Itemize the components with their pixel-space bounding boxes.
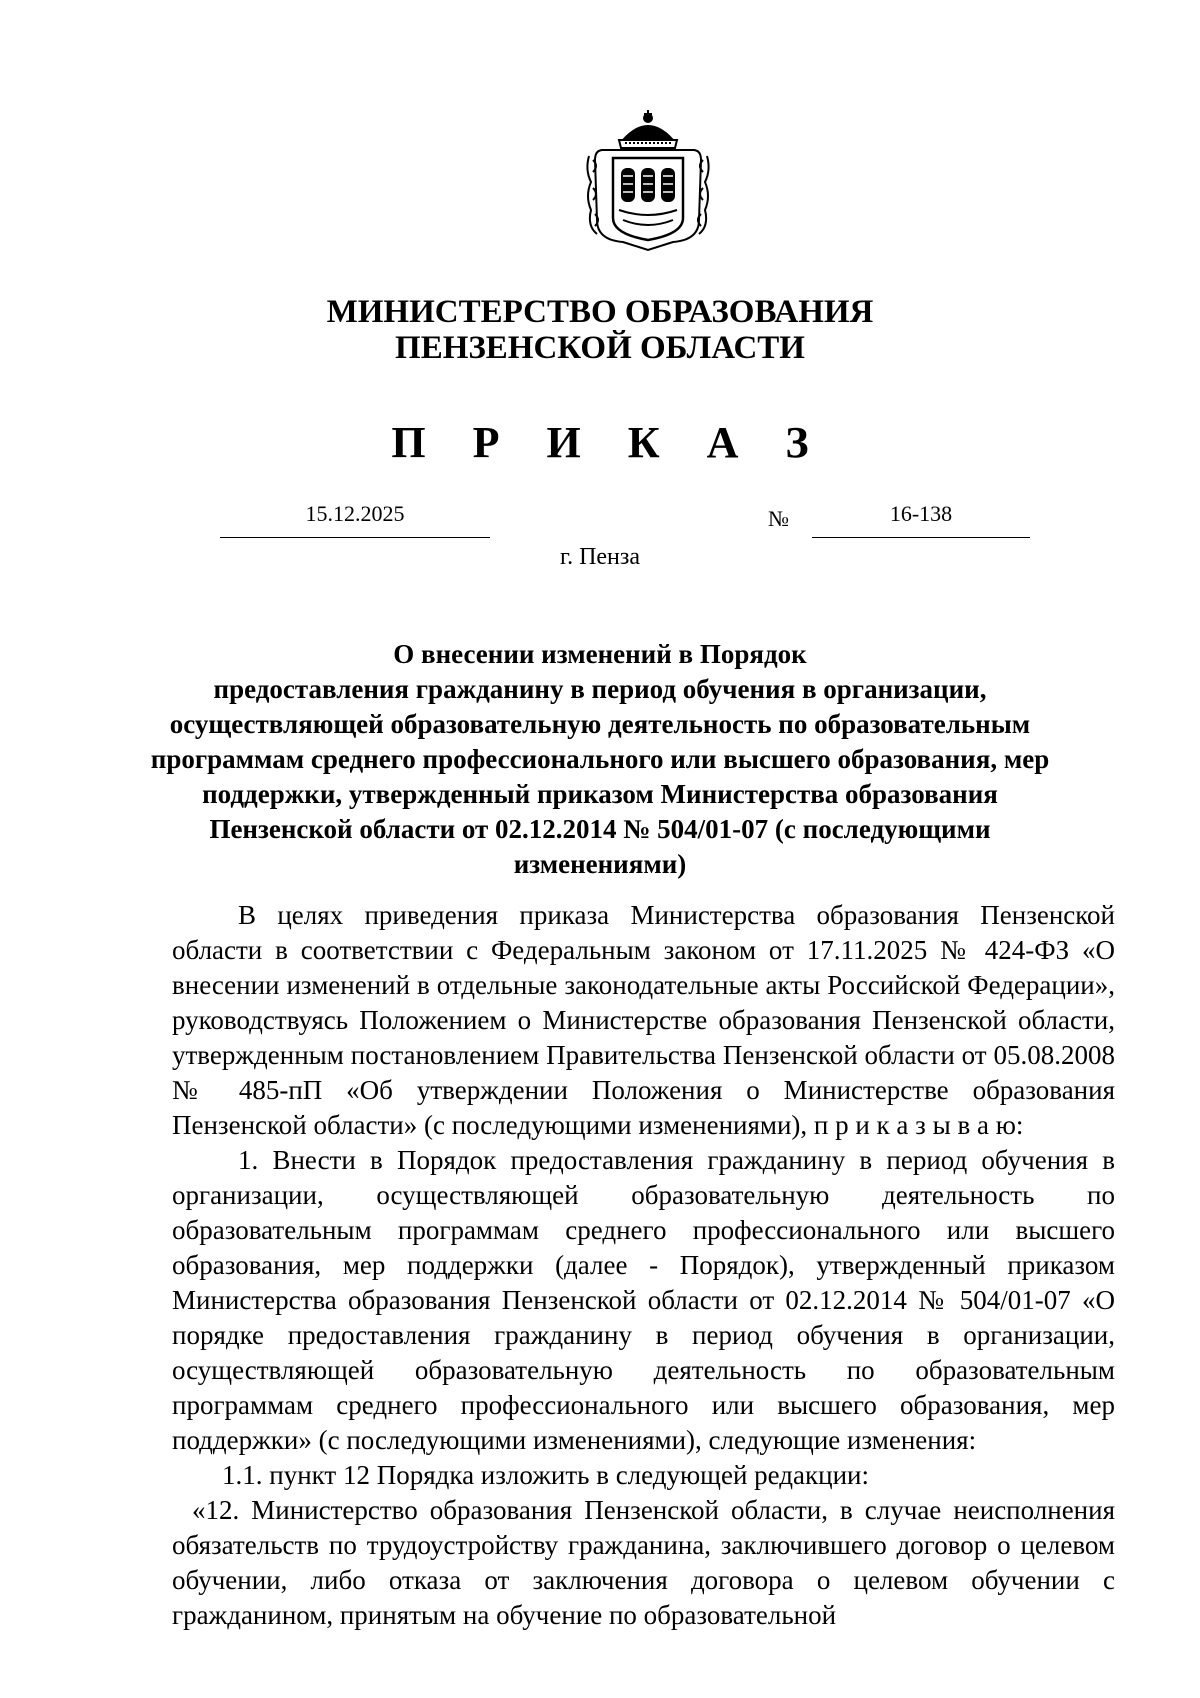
preamble-paragraph: В целях приведения приказа Министерства образования Пензенской области в соответствии с Федеральным законом от 17.11.2025 № 424-ФЗ «О внесении изменений в отдельные законодательные акты Российской Федерации», руководствуясь Положением о Министерстве образования Пензенской области, утвержденным постановлением Правительства Пензенской области от 05.08.2008 № 485-пП «Об утверждении Положения о Министерстве образования Пензенской области» (с последующими изменениями), п р и к а з ы в а ю: bbox=[172, 900, 1115, 1140]
ministry-name bbox=[0, 294, 1200, 366]
date-underline bbox=[220, 537, 490, 538]
subject-line: осуществляющей образовательную деятельность по образовательным bbox=[169, 709, 1031, 739]
subject-line: О внесении изменений в Порядок bbox=[393, 639, 807, 669]
ministry-name-line-2: ПЕНЗЕНСКОЙ ОБЛАСТИ bbox=[395, 330, 805, 366]
document-type-title: П Р И К А З bbox=[391, 418, 827, 467]
item-1-1-paragraph: 1.1. пункт 12 Порядка изложить в следующей редакции: bbox=[222, 1460, 869, 1490]
subject-line: поддержки, утвержденный приказом Министерства образования bbox=[202, 779, 998, 809]
issue-city: г. Пенза bbox=[559, 544, 641, 570]
subject-line: предоставления гражданину в период обучения в организации, bbox=[213, 674, 987, 704]
ministry-name-line-1: МИНИСТЕРСТВО ОБРАЗОВАНИЯ bbox=[326, 294, 874, 330]
order-subject bbox=[100, 637, 1100, 882]
order-number: 16-138 bbox=[889, 501, 953, 526]
item-12-quote-paragraph: «12. Министерство образования Пензенской области, в случае неисполнения обязательств по трудоустройству гражданина, заключившего договор о целевом обучении, либо отказа от заключения договора о целевом обучении с гражданином, принятым на обучение по образовательной bbox=[172, 1495, 1115, 1630]
number-underline bbox=[812, 537, 1030, 538]
subject-line: изменениями) bbox=[513, 849, 687, 879]
coat-of-arms-icon bbox=[583, 110, 713, 252]
number-sign: № bbox=[768, 506, 789, 531]
subject-line: Пензенской области от 02.12.2014 № 504/01-07 (с последующими bbox=[209, 814, 991, 844]
order-body bbox=[172, 898, 1115, 1633]
order-date: 15.12.2025 bbox=[305, 501, 405, 526]
item-1-paragraph: 1. Внести в Порядок предоставления гражданину в период обучения в организации, осуществляющей образовательную деятельность по образовательным программам среднего профессионального или высшего образования, мер поддержки (далее - Порядок), утвержденный приказом Министерства образования Пензенской области от 02.12.2014 № 504/01-07 «О порядке предоставления гражданину в период обучения в организации, осуществляющей образовательную деятельность по образовательным программам среднего профессионального или высшего образования, мер поддержки» (с последующими изменениями), следующие изменения: bbox=[172, 1145, 1115, 1455]
subject-line: программам среднего профессионального или высшего образования, мер bbox=[150, 744, 1050, 774]
